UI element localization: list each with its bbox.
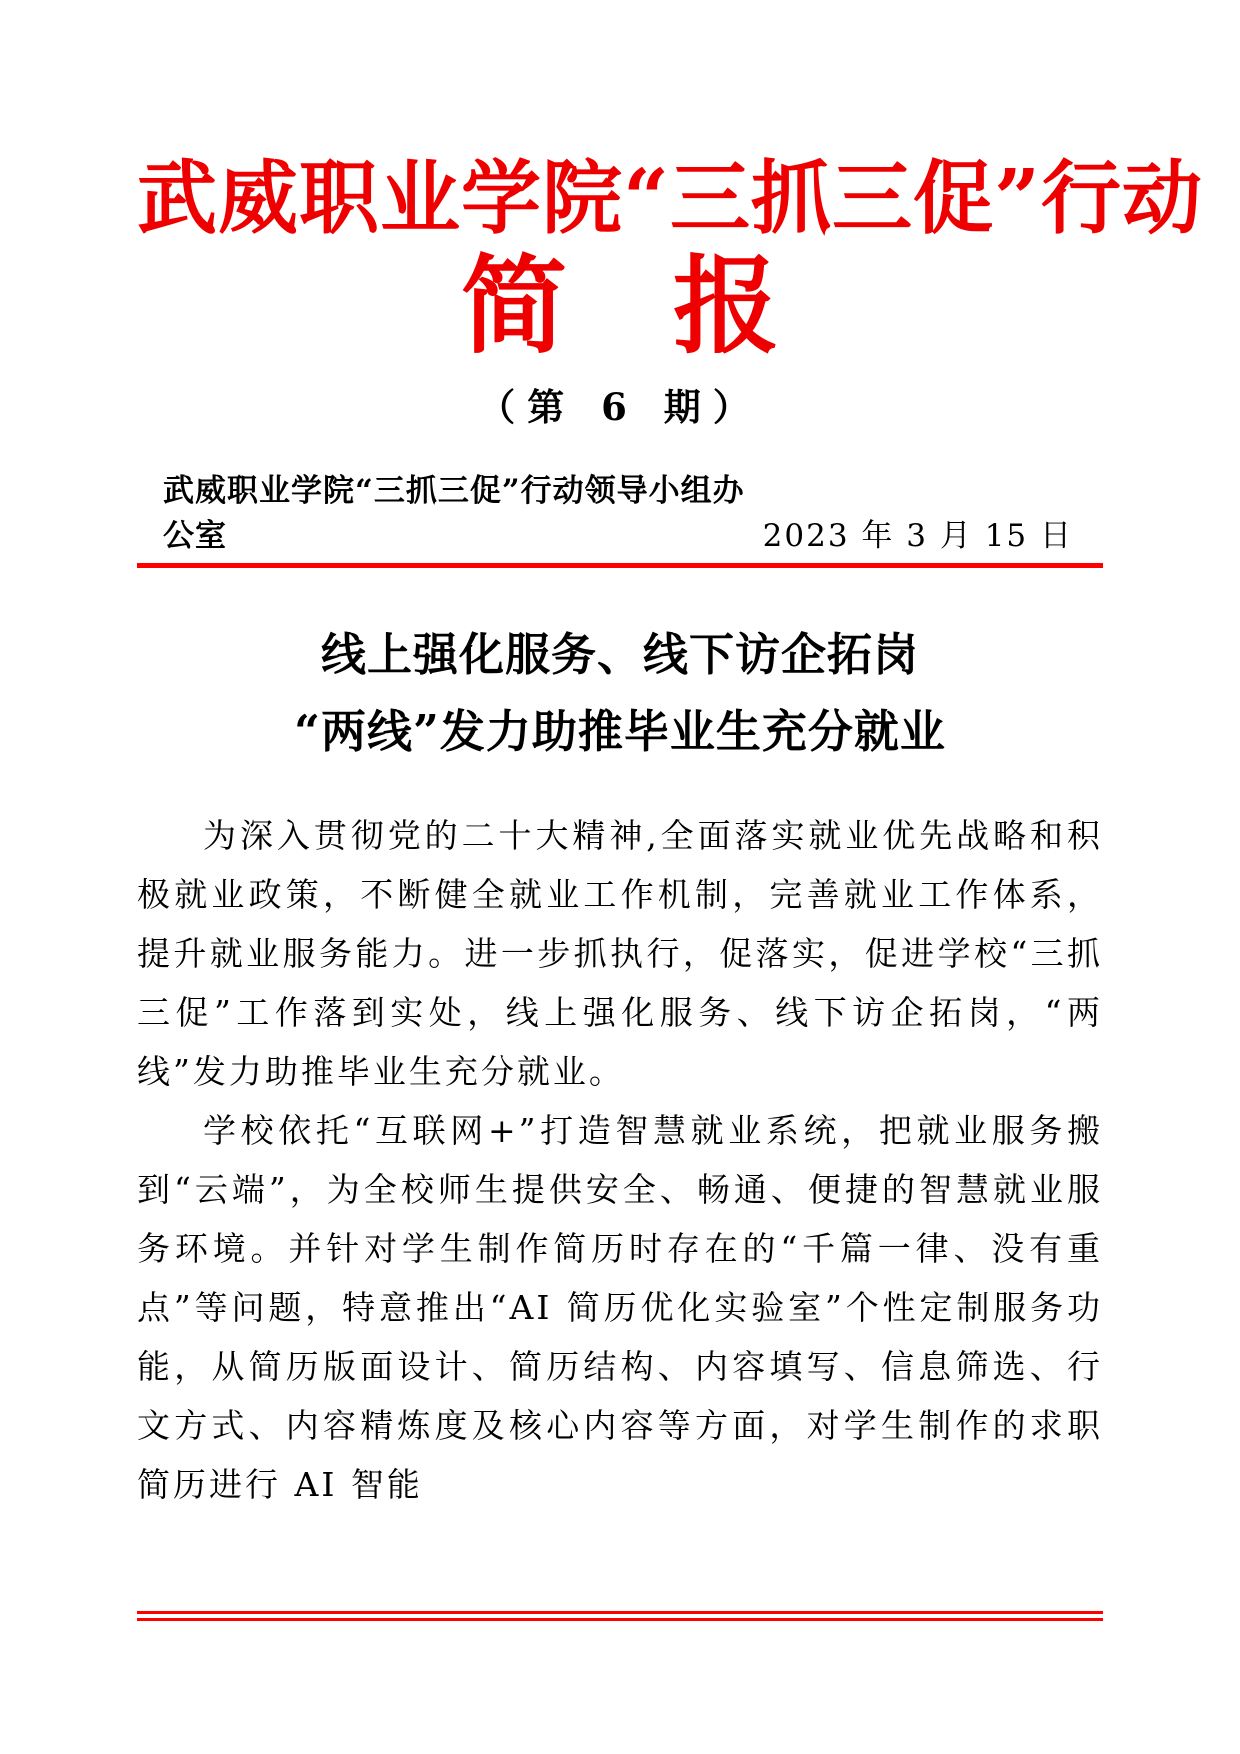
body-paragraph: 为深入贯彻党的二十大精神,全面落实就业优先战略和积极就业政策，不断健全就业工作机制，完善就业工作体系，提升就业服务能力。进一步抓执行，促落实，促进学校“三抓三促”工作落到实处，线上强化服务、线下访企拓岗，“两线”发力助推毕业生充分就业。 (137, 816, 1103, 1092)
article-body (137, 806, 1103, 1514)
article-headline (137, 616, 1103, 771)
article-headline-line2: “两线”发力助推毕业生充分就业 (294, 705, 946, 759)
bulletin-masthead-title: 武威职业学院“三抓三促”行动 (137, 151, 1204, 245)
bulletin-masthead-subtitle: 简 报 (461, 243, 779, 368)
article-headline-line1: 线上强化服务、线下访企拓岗 (320, 627, 919, 681)
footer-double-rule (137, 1611, 1103, 1621)
issue-number: （第 6 期） (478, 384, 762, 429)
issue-date: 2023 年 3 月 15 日 (762, 517, 1073, 554)
meta-row (137, 465, 1103, 568)
issuing-office: 武威职业学院“三抓三促”行动领导小组办公室 (163, 472, 745, 554)
body-paragraph: 学校依托“互联网+”打造智慧就业系统，把就业服务搬到“云端”，为全校师生提供安全、畅通、便捷的智慧就业服务环境。并针对学生制作简历时存在的“千篇一律、没有重点”等问题，特意推出“AI 简历优化实验室”个性定制服务功能，从简历版面设计、简历结构、内容填写、信息筛选、行文方式、内容精炼度及核心内容等方面，对学生制作的求职简历进行 AI 智能 (137, 1111, 1103, 1505)
